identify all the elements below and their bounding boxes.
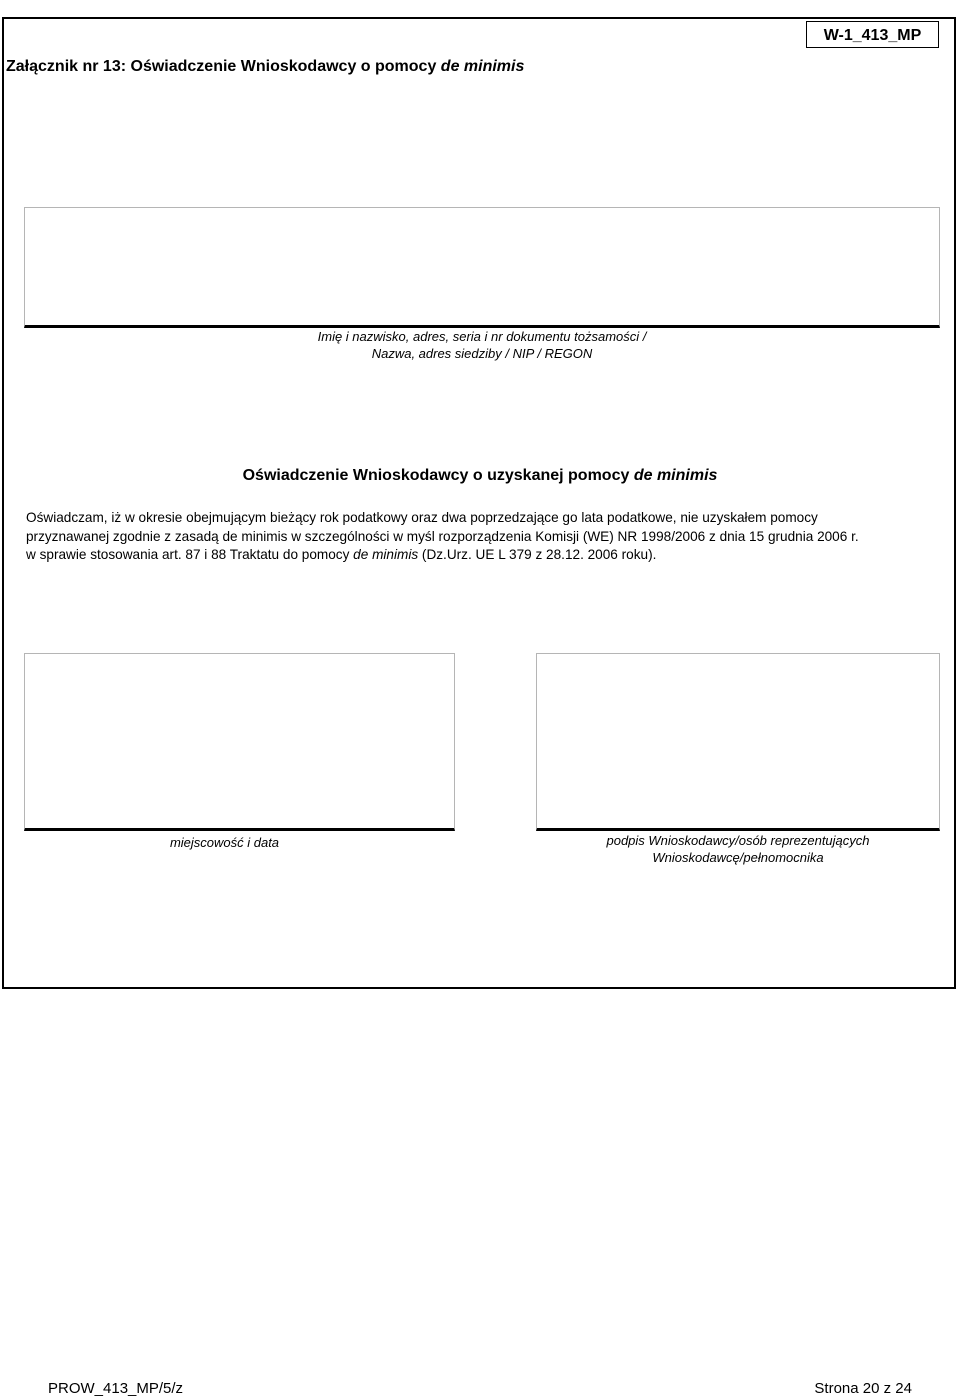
statement-line-3 [26, 546, 938, 565]
statement-line-3-text: w sprawie stosowania art. 87 i 88 Traktatu do pomocy [26, 547, 354, 562]
applicant-caption-line-2: Nazwa, adres siedziby / NIP / REGON [371, 346, 593, 361]
footer-doc-id: PROW_413_MP/5/z [48, 1380, 184, 1397]
statement-line-3-italic: de minimis [353, 547, 419, 562]
form-code: W-1_413_MP [806, 21, 939, 48]
attachment-title [6, 58, 524, 76]
signature-caption [536, 832, 940, 866]
attachment-title-italic: de minimis [440, 58, 525, 75]
statement-body [26, 509, 938, 565]
statement-line-1: Oświadczam, iż w okresie obejmującym bieżący rok podatkowy oraz dwa poprzedzające go lata podatkowe, nie uzyskałem pomocy [26, 510, 818, 525]
statement-title-italic: de minimis [633, 467, 718, 484]
signature-field[interactable] [536, 653, 940, 831]
statement-title [0, 467, 960, 485]
signature-caption-line-1: podpis Wnioskodawcy/osób reprezentujących [606, 833, 870, 848]
applicant-details-field[interactable] [24, 207, 940, 328]
statement-title-text: Oświadczenie Wnioskodawcy o uzyskanej pomocy [242, 467, 634, 484]
attachment-title-text: Załącznik nr 13: Oświadczenie Wnioskodawcy o pomocy [6, 58, 441, 75]
footer-page-number: Strona 20 z 24 [814, 1380, 912, 1397]
signature-caption-line-2: Wnioskodawcę/pełnomocnika [652, 850, 824, 865]
statement-line-3-end: (Dz.Urz. UE L 379 z 28.12. 2006 roku). [418, 547, 657, 562]
applicant-details-caption [24, 328, 940, 362]
applicant-caption-line-1: Imię i nazwisko, adres, seria i nr dokumentu tożsamości / [317, 329, 647, 344]
place-date-field[interactable] [24, 653, 455, 831]
statement-line-2: przyznawanej zgodnie z zasadą de minimis w szczególności w myśl rozporządzenia Komisji (WE) NR 1998/2006 z dnia 15 grudnia 2006 r. [26, 528, 859, 544]
place-date-caption: miejscowość i data [169, 835, 280, 850]
